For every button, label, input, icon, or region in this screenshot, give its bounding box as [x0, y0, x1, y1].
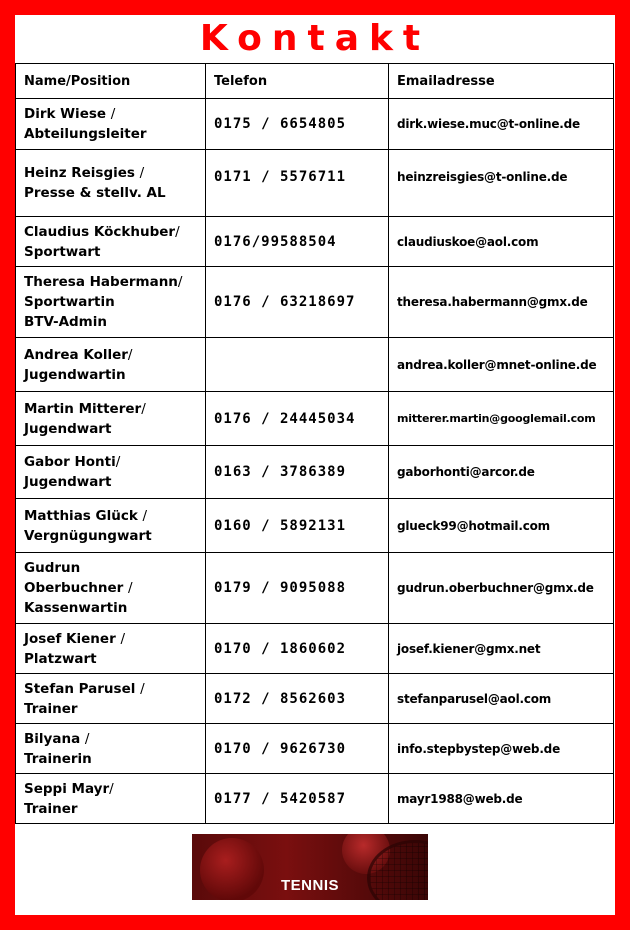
- contact-phone: [206, 338, 389, 392]
- contact-name: Andrea Koller: [24, 346, 128, 363]
- name-separator: /: [142, 507, 148, 524]
- table-row: [16, 99, 614, 150]
- contact-name: Josef Kiener: [24, 630, 116, 647]
- contact-position: Platzwart: [24, 650, 97, 667]
- table-row: [16, 446, 614, 499]
- header-email: Emailadresse: [389, 64, 614, 99]
- contact-email-text[interactable]: josef.kiener@gmx.net: [397, 641, 541, 656]
- contact-email-text[interactable]: claudiuskoe@aol.com: [397, 234, 539, 249]
- contact-email[interactable]: [389, 499, 614, 553]
- contacts-table: [15, 63, 614, 824]
- contact-phone: 0177 / 5420587: [206, 774, 389, 824]
- contact-phone: 0179 / 9095088: [206, 553, 389, 624]
- table-row: [16, 267, 614, 338]
- contact-email[interactable]: [389, 267, 614, 338]
- contact-name-cell: [16, 217, 206, 267]
- contact-name-cell: [16, 553, 206, 624]
- name-separator: /: [84, 730, 90, 747]
- contact-name-cell: [16, 499, 206, 553]
- page-title: Kontakt: [199, 18, 431, 59]
- contact-position: Jugendwart: [24, 420, 112, 437]
- name-separator: /: [109, 780, 114, 797]
- table-row: [16, 499, 614, 553]
- contact-email-text[interactable]: stefanparusel@aol.com: [397, 691, 552, 706]
- contact-position: Presse & stellv. AL: [24, 185, 166, 201]
- contact-name: Dirk Wiese: [24, 106, 107, 122]
- table-row: [16, 217, 614, 267]
- contact-name: Theresa Habermann: [24, 274, 178, 290]
- contact-email-text[interactable]: info.stepbystep@web.de: [397, 741, 561, 756]
- name-separator: /: [141, 400, 146, 417]
- table-row: [16, 624, 614, 674]
- name-separator: /: [127, 346, 133, 363]
- contact-phone: 0170 / 1860602: [206, 624, 389, 674]
- contact-name: Bilyana: [24, 730, 81, 747]
- table-row: [16, 338, 614, 392]
- contact-phone: 0176/99588504: [206, 217, 389, 267]
- contact-position-secondary: BTV-Admin: [24, 314, 107, 330]
- name-separator: /: [140, 680, 145, 697]
- name-separator: /: [115, 454, 121, 470]
- table-row: [16, 674, 614, 724]
- contact-phone: 0172 / 8562603: [206, 674, 389, 724]
- name-separator: /: [177, 274, 183, 290]
- contact-name-cell: [16, 446, 206, 499]
- contact-email[interactable]: [389, 446, 614, 499]
- name-separator: /: [175, 223, 180, 240]
- contact-phone: 0175 / 6654805: [206, 99, 389, 150]
- contact-email-text[interactable]: mayr1988@web.de: [397, 791, 523, 806]
- contact-name-cell: [16, 267, 206, 338]
- contact-position: Jugendwartin: [24, 366, 126, 383]
- contact-phone: [206, 150, 389, 217]
- contact-name-cell: [16, 774, 206, 824]
- contact-name-cell: [16, 674, 206, 724]
- header-phone: Telefon: [206, 64, 389, 99]
- contact-phone: 0170 / 9626730: [206, 724, 389, 774]
- contact-phone: 0163 / 3786389: [206, 446, 389, 499]
- contact-email[interactable]: [389, 724, 614, 774]
- contact-phone-text: 0171 / 5576711: [214, 169, 347, 185]
- contact-position: Trainerin: [24, 750, 92, 767]
- contact-email[interactable]: [389, 150, 614, 217]
- contact-name-cell: [16, 724, 206, 774]
- contact-name-cell: [16, 392, 206, 446]
- contact-email[interactable]: [389, 624, 614, 674]
- contact-email-text[interactable]: gaborhonti@arcor.de: [397, 465, 535, 479]
- contact-position: Vergnügungwart: [24, 527, 152, 544]
- header-name-position: Name/Position: [16, 64, 206, 99]
- contact-email[interactable]: [389, 674, 614, 724]
- table-row: [16, 774, 614, 824]
- contact-email[interactable]: [389, 553, 614, 624]
- contact-email[interactable]: [389, 217, 614, 267]
- contact-email-text[interactable]: theresa.habermann@gmx.de: [397, 295, 588, 309]
- contact-name: Heinz Reisgies: [24, 165, 135, 181]
- contact-name-cell: [16, 99, 206, 150]
- contact-position: Sportwartin: [24, 294, 115, 310]
- contact-email[interactable]: [389, 774, 614, 824]
- table-row: [16, 724, 614, 774]
- contact-name: Matthias Glück: [24, 507, 138, 524]
- contact-position: Abteilungsleiter: [24, 126, 147, 142]
- contact-position: Trainer: [24, 700, 78, 717]
- table-header-row: [16, 64, 614, 99]
- contact-position: Kassenwartin: [24, 600, 128, 616]
- contact-name-secondary: Oberbuchner: [24, 580, 124, 596]
- logo-label: TENNIS: [280, 877, 339, 894]
- contact-name: Stefan Parusel: [24, 680, 136, 697]
- contact-name: Martin Mitterer: [24, 400, 142, 417]
- contact-email-text[interactable]: gudrun.oberbuchner@gmx.de: [397, 581, 594, 595]
- contact-position: Sportwart: [24, 243, 101, 260]
- contact-phone: 0160 / 5892131: [206, 499, 389, 553]
- table-row: [16, 553, 614, 624]
- contact-email-text[interactable]: dirk.wiese.muc@t-online.de: [397, 117, 580, 131]
- contact-name-cell: [16, 338, 206, 392]
- tennis-logo: [192, 834, 428, 900]
- contact-name-cell: [16, 150, 206, 217]
- name-separator: /: [127, 580, 133, 596]
- contact-email[interactable]: [389, 99, 614, 150]
- contact-phone: 0176 / 24445034: [206, 392, 389, 446]
- table-row: [16, 392, 614, 446]
- contact-email[interactable]: [389, 392, 614, 446]
- contact-email-text[interactable]: andrea.koller@mnet-online.de: [397, 357, 597, 372]
- contact-email-text[interactable]: mitterer.martin@googlemail.com: [397, 412, 596, 425]
- contact-email[interactable]: [389, 338, 614, 392]
- contact-position: Jugendwart: [24, 474, 112, 490]
- contact-phone: 0176 / 63218697: [206, 267, 389, 338]
- name-separator: /: [110, 106, 116, 122]
- contact-email-text[interactable]: glueck99@hotmail.com: [397, 518, 550, 533]
- contact-name-cell: [16, 624, 206, 674]
- contact-name: Claudius Köckhuber: [24, 223, 176, 240]
- contact-position: Trainer: [24, 800, 78, 817]
- contact-name: Gudrun: [24, 560, 81, 576]
- name-separator: /: [120, 630, 125, 647]
- contact-name: Gabor Honti: [24, 454, 116, 470]
- name-separator: /: [139, 165, 145, 181]
- contact-name: Seppi Mayr: [24, 780, 110, 797]
- contact-email-text[interactable]: heinzreisgies@t-online.de: [397, 170, 568, 184]
- table-row: [16, 150, 614, 217]
